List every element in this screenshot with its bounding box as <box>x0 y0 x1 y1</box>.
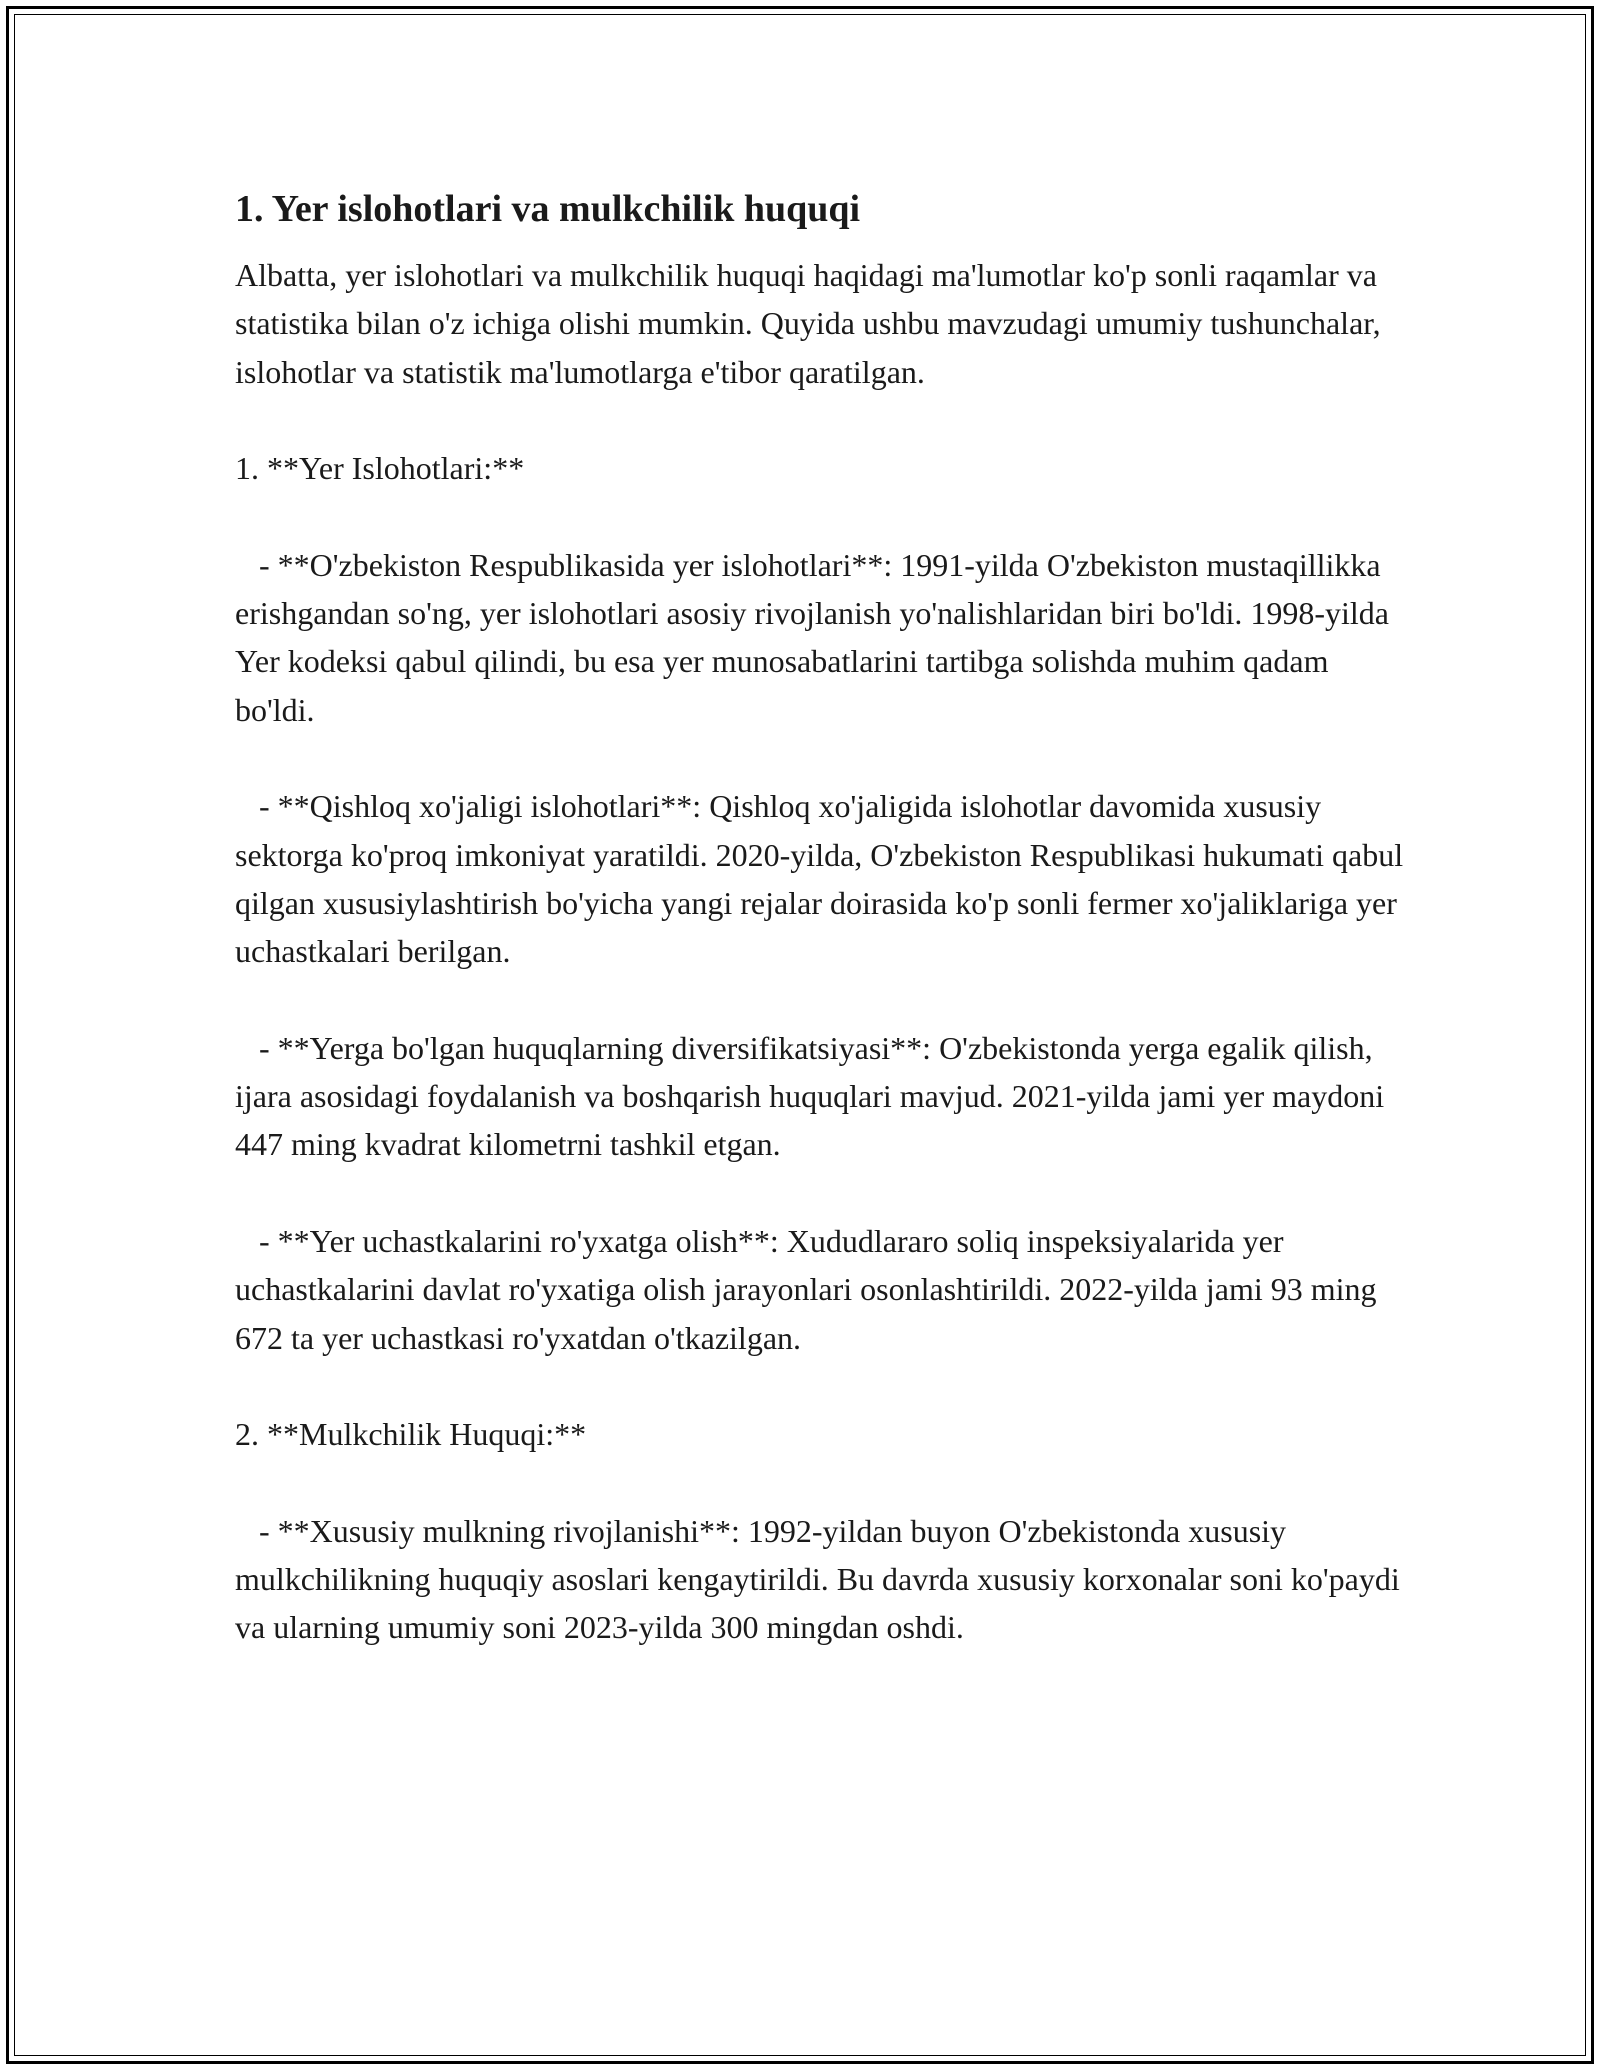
document-title: 1. Yer islohotlari va mulkchilik huquqi <box>235 188 861 230</box>
list-item-paragraph: - **Yer uchastkalarini ro'yxatga olish**: Xududlararo soliq inspeksiyalarida yer uchastkalarini davlat ro'yxatiga olish jarayonlari osonlashtirildi. 2022-yilda jami 93 ming 672 ta yer uchastkasi ro'yxatdan o'tkazilgan. <box>235 1222 1385 1356</box>
intro-paragraph: Albatta, yer islohotlari va mulkchilik huquqi haqidagi ma'lumotlar ko'p sonli raqamlar va statistika bilan o'z ichiga olishi mumkin. Quyida ushbu mavzudagi umumiy tushunchalar, islohotlar va statistik ma'lumotlarga e'tibor qaratilgan. <box>235 257 1389 390</box>
list-item-paragraph: - **O'zbekiston Respublikasida yer islohotlari**: 1991-yilda O'zbekiston mustaqillikka erishgandan so'ng, yer islohotlari asosiy rivojlanish yo'nalishlaridan biri bo'ldi. 1998-yilda Yer kodeksi qabul qilindi, bu esa yer munosabatlarini tartibga solishda muhim qadam bo'ldi. <box>235 546 1396 728</box>
list-item-paragraph: - **Xususiy mulkning rivojlanishi**: 1992-yildan buyon O'zbekistonda xususiy mulkchilikning huquqiy asoslari kengaytirildi. Bu davrda xususiy korxonalar soni ko'paydi va ularning umumiy soni 2023-yilda 300 mingdan oshdi. <box>235 1512 1408 1646</box>
list-item-paragraph: - **Qishloq xo'jaligi islohotlari**: Qishloq xo'jaligida islohotlar davomida xususiy sektorga ko'proq imkoniyat yaratildi. 2020-yilda, O'zbekiston Respublikasi hukumati qabul qilgan xususiylashtirish bo'yicha yangi rejalar doirasida ko'p sonli fermer xo'jaliklariga yer uchastkalari berilgan. <box>235 788 1412 970</box>
list-item-paragraph: - **Yerga bo'lgan huquqlarning diversifikatsiyasi**: O'zbekistonda yerga egalik qilish, ijara asosidagi foydalanish va boshqarish huquqlari mavjud. 2021-yilda jami yer maydoni 447 ming kvadrat kilometrni tashkil etgan. <box>235 1029 1393 1163</box>
section-heading-yer-islohotlari: 1. **Yer Islohotlari:** <box>235 450 525 487</box>
section-heading-mulkchilik-huquqi: 2. **Mulkchilik Huquqi:** <box>235 1416 587 1453</box>
document-body <box>235 185 1415 1700</box>
